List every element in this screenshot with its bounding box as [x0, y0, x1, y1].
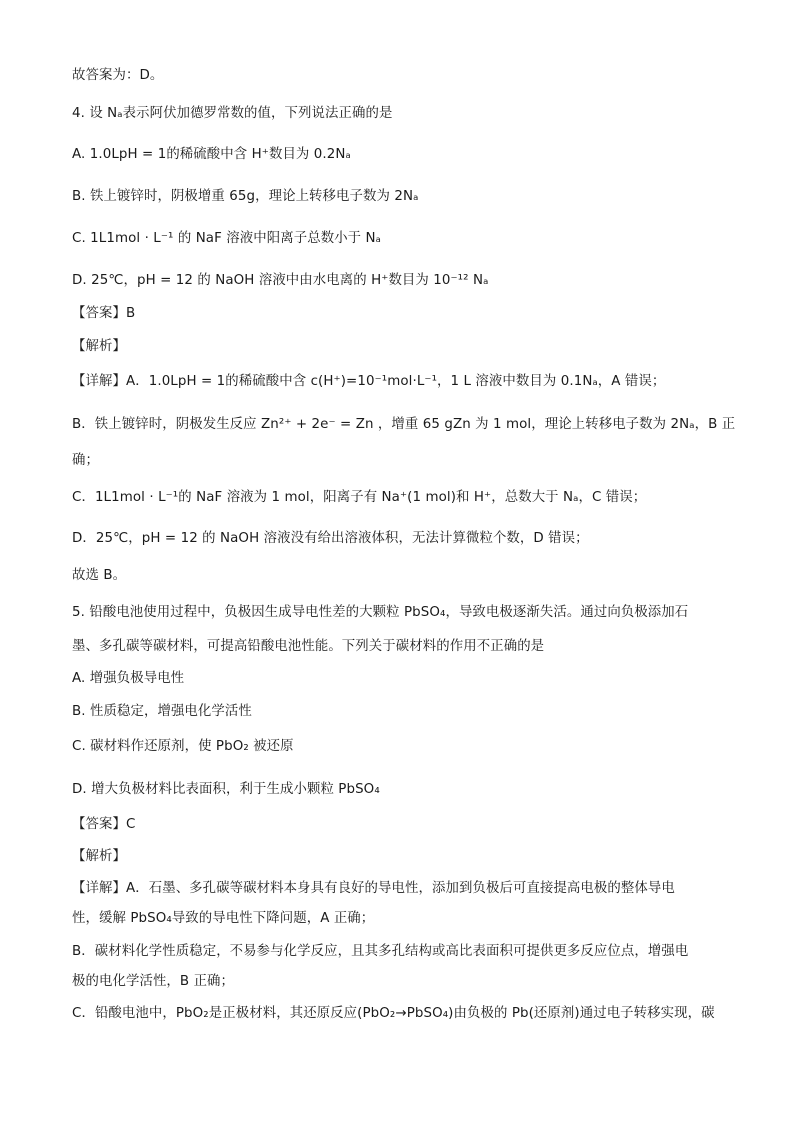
explanation-line: 故选 B。	[72, 568, 127, 583]
question-5-stem: 5. 铅酸电池使用过程中，负极因生成导电性差的大颗粒 PbSO₄，导致电极逐渐失活。通过向负极添加石	[72, 605, 689, 620]
text-line: 故答案为：D。	[72, 68, 164, 83]
answer-label: 【答案】B	[72, 306, 136, 321]
analysis-label: 【解析】	[72, 849, 126, 864]
explanation-line: 【详解】A．1.0LpH = 1的稀硫酸中含 c(H⁺)=10⁻¹mol·L⁻¹，1 L 溶液中数目为 0.1Nₐ，A 错误；	[72, 374, 666, 389]
explanation-line: C．铅酸电池中，PbO₂是正极材料，其还原反应(PbO₂→PbSO₄)由负极的 Pb(还原剂)通过电子转移实现，碳	[72, 1006, 715, 1021]
explanation-line: B．铁上镀锌时，阴极发生反应 Zn²⁺ + 2e⁻ = Zn ，增重 65 gZn 为 1 mol，理论上转移电子数为 2Nₐ，B 正	[72, 417, 736, 432]
question-5-stem: 墨、多孔碳等碳材料，可提高铅酸电池性能。下列关于碳材料的作用不正确的是	[72, 639, 545, 654]
explanation-line: 【详解】A．石墨、多孔碳等碳材料本身具有良好的导电性，添加到负极后可直接提高电极的整体导电	[72, 881, 675, 896]
answer-label: 【答案】C	[72, 817, 136, 832]
question-5-option-c: C. 碳材料作还原剂，使 PbO₂ 被还原	[72, 739, 294, 754]
question-4-option-b: B. 铁上镀锌时，阴极增重 65g，理论上转移电子数为 2Nₐ	[72, 189, 419, 204]
explanation-line: 性，缓解 PbSO₄导致的导电性下降问题，A 正确；	[72, 911, 375, 926]
question-5-option-a: A. 增强负极导电性	[72, 671, 185, 686]
analysis-label: 【解析】	[72, 339, 126, 354]
explanation-line: C．1L1mol · L⁻¹的 NaF 溶液为 1 mol，阳离子有 Na⁺(1 mol)和 H⁺，总数大于 Nₐ，C 错误；	[72, 490, 647, 505]
explanation-line: B．碳材料化学性质稳定，不易参与化学反应，且其多孔结构或高比表面积可提供更多反应位点，增强电	[72, 944, 689, 959]
question-5-option-b: B. 性质稳定，增强电化学活性	[72, 704, 252, 719]
explanation-line: 确；	[72, 453, 99, 468]
question-5-option-d: D. 增大负极材料比表面积，利于生成小颗粒 PbSO₄	[72, 782, 380, 797]
question-4-stem: 4. 设 Nₐ表示阿伏加德罗常数的值，下列说法正确的是	[72, 106, 393, 121]
question-4-option-a: A. 1.0LpH = 1的稀硫酸中含 H⁺数目为 0.2Nₐ	[72, 147, 351, 162]
explanation-line: 极的电化学活性，B 正确；	[72, 974, 235, 989]
explanation-line: D．25℃，pH = 12 的 NaOH 溶液没有给出溶液体积，无法计算微粒个数，D 错误；	[72, 531, 589, 546]
question-4-option-d: D. 25℃，pH = 12 的 NaOH 溶液中由水电离的 H⁺数目为 10⁻¹² Nₐ	[72, 273, 489, 288]
question-4-option-c: C. 1L1mol · L⁻¹ 的 NaF 溶液中阳离子总数小于 Nₐ	[72, 231, 381, 246]
